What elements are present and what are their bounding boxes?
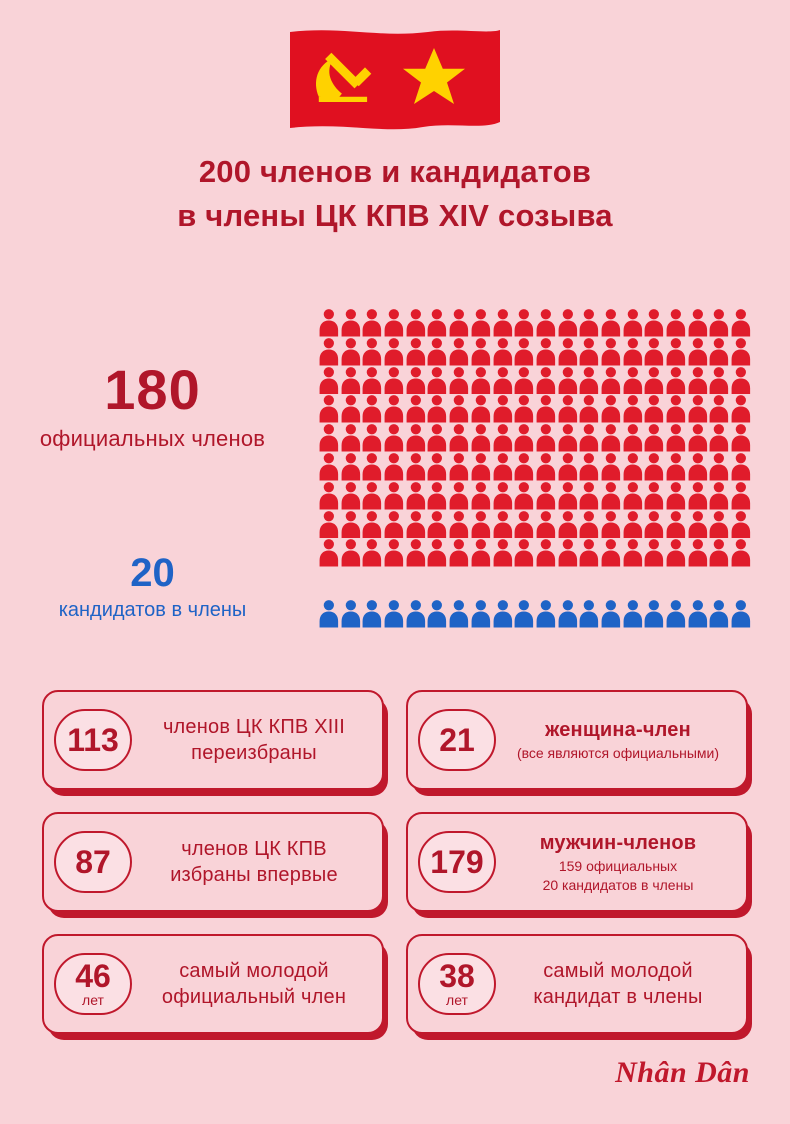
- fact-card: [406, 690, 748, 790]
- candidate-members-count: 20: [130, 551, 175, 595]
- pictogram-person: [340, 481, 362, 510]
- pictogram-person: [383, 423, 405, 452]
- fact-card: [406, 812, 748, 912]
- pictogram-person: [426, 510, 448, 539]
- pictogram-person: [448, 423, 470, 452]
- pictogram-person: [622, 510, 644, 539]
- pictogram-person: [448, 366, 470, 395]
- vietnam-communist-party-flag-icon: [288, 26, 503, 134]
- pictogram-person: [578, 481, 600, 510]
- pictogram-person: [492, 337, 514, 366]
- pictogram-person: [426, 599, 448, 628]
- pictogram-person: [578, 337, 600, 366]
- pictogram-person: [448, 599, 470, 628]
- pictogram-person: [687, 308, 709, 337]
- pictogram-person: [405, 538, 427, 567]
- pictogram-person: [643, 366, 665, 395]
- fact-card-number: 113: [67, 722, 119, 758]
- pictogram-person: [535, 337, 557, 366]
- pictogram-person: [665, 481, 687, 510]
- pictogram-person: [557, 423, 579, 452]
- pictogram-person: [687, 510, 709, 539]
- pictogram-person: [600, 366, 622, 395]
- fact-card-body: [406, 812, 748, 912]
- pictogram-person: [383, 481, 405, 510]
- pictogram-person: [643, 452, 665, 481]
- fact-card-text: [132, 958, 382, 1010]
- pictogram-person: [426, 538, 448, 567]
- pictogram-person: [557, 337, 579, 366]
- pictogram-person: [470, 394, 492, 423]
- fact-card-text: [132, 714, 382, 766]
- pictogram-person: [730, 366, 752, 395]
- pictogram-person: [318, 394, 340, 423]
- pictogram-person: [470, 599, 492, 628]
- pictogram-person: [557, 510, 579, 539]
- fact-card-unit: лет: [82, 991, 104, 1008]
- official-members-count: 180: [104, 358, 201, 421]
- fact-card-number: 87: [75, 844, 111, 880]
- pictogram-person: [535, 308, 557, 337]
- pictogram-person: [622, 423, 644, 452]
- pictogram-person: [405, 394, 427, 423]
- fact-card-number-bubble: [418, 831, 496, 893]
- pictogram-person: [643, 337, 665, 366]
- pictogram-person: [708, 366, 730, 395]
- pictogram-person: [687, 366, 709, 395]
- fact-card-main-line-2: официальный член: [161, 986, 347, 1008]
- pictogram-person: [318, 337, 340, 366]
- official-members-label: официальных членов: [39, 426, 266, 451]
- fact-card-number: 46: [75, 957, 111, 994]
- fact-card-unit: лет: [446, 991, 468, 1008]
- fact-card-text: [496, 717, 746, 763]
- fact-card-number-bubble: [54, 709, 132, 771]
- pictogram-person: [665, 308, 687, 337]
- pictogram-person: [361, 481, 383, 510]
- pictogram-person: [600, 510, 622, 539]
- pictogram-person: [340, 366, 362, 395]
- pictogram-person: [513, 423, 535, 452]
- fact-card-body: [42, 812, 384, 912]
- pictogram-person: [600, 599, 622, 628]
- pictogram-person: [448, 538, 470, 567]
- pictogram-person: [708, 599, 730, 628]
- pictogram-person: [600, 452, 622, 481]
- pictogram-person: [730, 423, 752, 452]
- pictogram-person: [405, 452, 427, 481]
- pictogram-chart: [0, 300, 790, 640]
- pictogram-person: [730, 308, 752, 337]
- pictogram-person: [600, 481, 622, 510]
- pictogram-person: [470, 337, 492, 366]
- pictogram-person: [426, 366, 448, 395]
- flag-container: [0, 26, 790, 134]
- pictogram-person: [492, 308, 514, 337]
- pictogram-person: [557, 481, 579, 510]
- pictogram-person: [492, 599, 514, 628]
- pictogram-person: [665, 510, 687, 539]
- pictogram-person: [643, 394, 665, 423]
- pictogram-person: [340, 308, 362, 337]
- pictogram-person: [361, 538, 383, 567]
- pictogram-person: [426, 394, 448, 423]
- pictogram-person: [383, 510, 405, 539]
- pictogram-person: [513, 538, 535, 567]
- fact-card-main-line-2: кандидат в члены: [533, 986, 703, 1008]
- pictogram-person: [361, 394, 383, 423]
- pictogram-person: [708, 538, 730, 567]
- pictogram-person: [513, 452, 535, 481]
- pictogram-person: [557, 538, 579, 567]
- pictogram-person: [492, 366, 514, 395]
- pictogram-person: [665, 599, 687, 628]
- pictogram-person: [470, 423, 492, 452]
- pictogram-person: [643, 538, 665, 567]
- pictogram-person: [665, 423, 687, 452]
- pictogram-person: [492, 423, 514, 452]
- pictogram-person: [361, 366, 383, 395]
- pictogram-person: [730, 452, 752, 481]
- pictogram-person: [665, 337, 687, 366]
- fact-card-number: 21: [439, 722, 475, 758]
- candidate-members-label: кандидатов в члены: [58, 599, 247, 621]
- pictogram-person: [513, 308, 535, 337]
- pictogram-person: [361, 510, 383, 539]
- pictogram-person: [448, 337, 470, 366]
- pictogram-person: [687, 452, 709, 481]
- pictogram-person: [405, 599, 427, 628]
- pictogram-person: [492, 452, 514, 481]
- pictogram-person: [622, 538, 644, 567]
- pictogram-person: [600, 394, 622, 423]
- pictogram-person: [470, 452, 492, 481]
- pictogram-person: [730, 599, 752, 628]
- pictogram-person: [687, 481, 709, 510]
- pictogram-person: [470, 308, 492, 337]
- pictogram-person: [470, 538, 492, 567]
- official-members-label-group: [0, 358, 305, 452]
- pictogram-person: [600, 308, 622, 337]
- pictogram-person: [708, 337, 730, 366]
- pictogram-person: [643, 423, 665, 452]
- pictogram-person: [535, 481, 557, 510]
- pictogram-person: [405, 510, 427, 539]
- fact-card-number: 179: [430, 844, 484, 880]
- pictogram-person: [535, 599, 557, 628]
- pictogram-person: [470, 366, 492, 395]
- pictogram-person: [600, 337, 622, 366]
- pictogram-person: [492, 481, 514, 510]
- pictogram-person: [622, 599, 644, 628]
- fact-card-main-line-1: членов ЦК КПВ XIII: [162, 716, 346, 738]
- pictogram-person: [687, 599, 709, 628]
- pictogram-person: [318, 308, 340, 337]
- candidate-members-label-group: [0, 553, 305, 622]
- fact-card-sub-line-2: 20 кандидатов в члены: [542, 877, 694, 893]
- fact-card-text: [496, 958, 746, 1010]
- pictogram-person: [513, 337, 535, 366]
- page-title: [0, 150, 790, 238]
- fact-card-sub-line-1: 159 официальных: [558, 857, 678, 874]
- fact-card-number-bubble: [418, 709, 496, 771]
- fact-card-main-line-1: мужчин-членов: [539, 831, 697, 854]
- pictogram-person: [513, 481, 535, 510]
- pictogram-person: [622, 337, 644, 366]
- pictogram-person: [535, 423, 557, 452]
- pictogram-person: [492, 510, 514, 539]
- pictogram-person: [600, 538, 622, 567]
- pictogram-person: [708, 394, 730, 423]
- pictogram-person: [448, 394, 470, 423]
- fact-card: [406, 934, 748, 1034]
- pictogram-person: [643, 599, 665, 628]
- pictogram-person: [426, 337, 448, 366]
- pictogram-person: [340, 394, 362, 423]
- pictogram-person: [405, 423, 427, 452]
- pictogram-person: [448, 481, 470, 510]
- pictogram-person: [665, 394, 687, 423]
- pictogram-person: [665, 452, 687, 481]
- fact-card-body: [406, 690, 748, 790]
- pictogram-person: [730, 510, 752, 539]
- pictogram-person: [470, 481, 492, 510]
- fact-cards: [42, 690, 748, 1034]
- pictogram-person: [708, 423, 730, 452]
- pictogram-person: [578, 308, 600, 337]
- fact-card-text: [496, 830, 746, 895]
- pictogram-person: [340, 599, 362, 628]
- pictogram-person: [687, 538, 709, 567]
- pictogram-person: [361, 599, 383, 628]
- fact-card-body: [42, 690, 384, 790]
- pictogram-person: [622, 394, 644, 423]
- pictogram-person: [708, 452, 730, 481]
- pictogram-person: [535, 394, 557, 423]
- fact-card-main-line-2: переизбраны: [191, 742, 317, 764]
- pictogram-person: [383, 538, 405, 567]
- pictogram-person: [622, 366, 644, 395]
- pictogram-person: [340, 337, 362, 366]
- pictogram-person: [383, 599, 405, 628]
- pictogram-person: [318, 366, 340, 395]
- pictogram-person: [643, 510, 665, 539]
- fact-card-body: [42, 934, 384, 1034]
- pictogram-person: [513, 394, 535, 423]
- pictogram-person: [578, 394, 600, 423]
- pictogram-person: [557, 394, 579, 423]
- candidate-members-pictogram-grid: [318, 599, 752, 628]
- pictogram-person: [557, 452, 579, 481]
- pictogram-person: [426, 423, 448, 452]
- pictogram-person: [730, 481, 752, 510]
- pictogram-person: [643, 481, 665, 510]
- pictogram-person: [340, 510, 362, 539]
- pictogram-person: [557, 599, 579, 628]
- pictogram-person: [405, 337, 427, 366]
- title-line-1: 200 членов и кандидатов: [198, 154, 592, 189]
- pictogram-person: [708, 510, 730, 539]
- pictogram-person: [557, 308, 579, 337]
- pictogram-person: [448, 452, 470, 481]
- pictogram-person: [578, 599, 600, 628]
- fact-card-main-line-1: самый молодой: [543, 960, 693, 982]
- pictogram-person: [730, 337, 752, 366]
- pictogram-person: [383, 337, 405, 366]
- pictogram-person: [578, 510, 600, 539]
- pictogram-person: [513, 366, 535, 395]
- pictogram-person: [470, 510, 492, 539]
- pictogram-person: [622, 452, 644, 481]
- pictogram-person: [448, 308, 470, 337]
- pictogram-person: [318, 538, 340, 567]
- pictogram-person: [687, 337, 709, 366]
- pictogram-person: [687, 394, 709, 423]
- pictogram-person: [318, 599, 340, 628]
- logo-text: Nhân Dân: [615, 1056, 750, 1089]
- pictogram-person: [318, 481, 340, 510]
- pictogram-person: [622, 481, 644, 510]
- pictogram-person: [340, 423, 362, 452]
- pictogram-person: [318, 423, 340, 452]
- pictogram-person: [426, 308, 448, 337]
- pictogram-person: [361, 308, 383, 337]
- fact-card-number: 38: [439, 957, 475, 994]
- pictogram-person: [535, 366, 557, 395]
- pictogram-person: [426, 452, 448, 481]
- fact-card-text: [132, 836, 382, 888]
- fact-card-number-bubble: [418, 953, 496, 1015]
- fact-card-body: [406, 934, 748, 1034]
- fact-card: [42, 934, 384, 1034]
- fact-card-main-line-1: членов ЦК КПВ: [181, 838, 327, 860]
- pictogram-person: [361, 337, 383, 366]
- pictogram-person: [578, 366, 600, 395]
- fact-card-sub: (все являются официальными): [516, 745, 720, 762]
- fact-card: [42, 812, 384, 912]
- pictogram-person: [383, 308, 405, 337]
- fact-card-main-line-1: женщина-член: [545, 719, 691, 742]
- pictogram-person: [361, 452, 383, 481]
- pictogram-person: [730, 394, 752, 423]
- pictogram-person: [426, 481, 448, 510]
- pictogram-person: [687, 423, 709, 452]
- fact-card: [42, 690, 384, 790]
- fact-card-number-bubble: [54, 831, 132, 893]
- pictogram-person: [492, 538, 514, 567]
- pictogram-person: [557, 366, 579, 395]
- pictogram-person: [513, 510, 535, 539]
- pictogram-person: [578, 452, 600, 481]
- pictogram-person: [383, 452, 405, 481]
- pictogram-person: [340, 538, 362, 567]
- pictogram-person: [600, 423, 622, 452]
- pictogram-person: [708, 308, 730, 337]
- pictogram-person: [513, 599, 535, 628]
- pictogram-person: [578, 423, 600, 452]
- pictogram-person: [665, 538, 687, 567]
- pictogram-person: [622, 308, 644, 337]
- pictogram-person: [318, 452, 340, 481]
- pictogram-person: [535, 452, 557, 481]
- nhan-dan-logo: [615, 1056, 750, 1090]
- fact-card-number-bubble: [54, 953, 132, 1015]
- fact-card-main-line-2: избраны впервые: [170, 864, 338, 886]
- pictogram-person: [665, 366, 687, 395]
- pictogram-person: [730, 538, 752, 567]
- pictogram-person: [405, 366, 427, 395]
- title-line-2: в члены ЦК КПВ XIV созыва: [177, 198, 613, 234]
- pictogram-person: [383, 394, 405, 423]
- pictogram-person: [340, 452, 362, 481]
- pictogram-person: [708, 481, 730, 510]
- pictogram-person: [643, 308, 665, 337]
- pictogram-person: [535, 510, 557, 539]
- pictogram-person: [405, 308, 427, 337]
- pictogram-person: [448, 510, 470, 539]
- official-members-pictogram-grid: [318, 308, 752, 567]
- fact-card-main-line-1: самый молодой: [179, 960, 329, 982]
- pictogram-person: [405, 481, 427, 510]
- pictogram-person: [578, 538, 600, 567]
- pictogram-person: [383, 366, 405, 395]
- pictogram-person: [361, 423, 383, 452]
- pictogram-person: [492, 394, 514, 423]
- pictogram-person: [535, 538, 557, 567]
- pictogram-person: [318, 510, 340, 539]
